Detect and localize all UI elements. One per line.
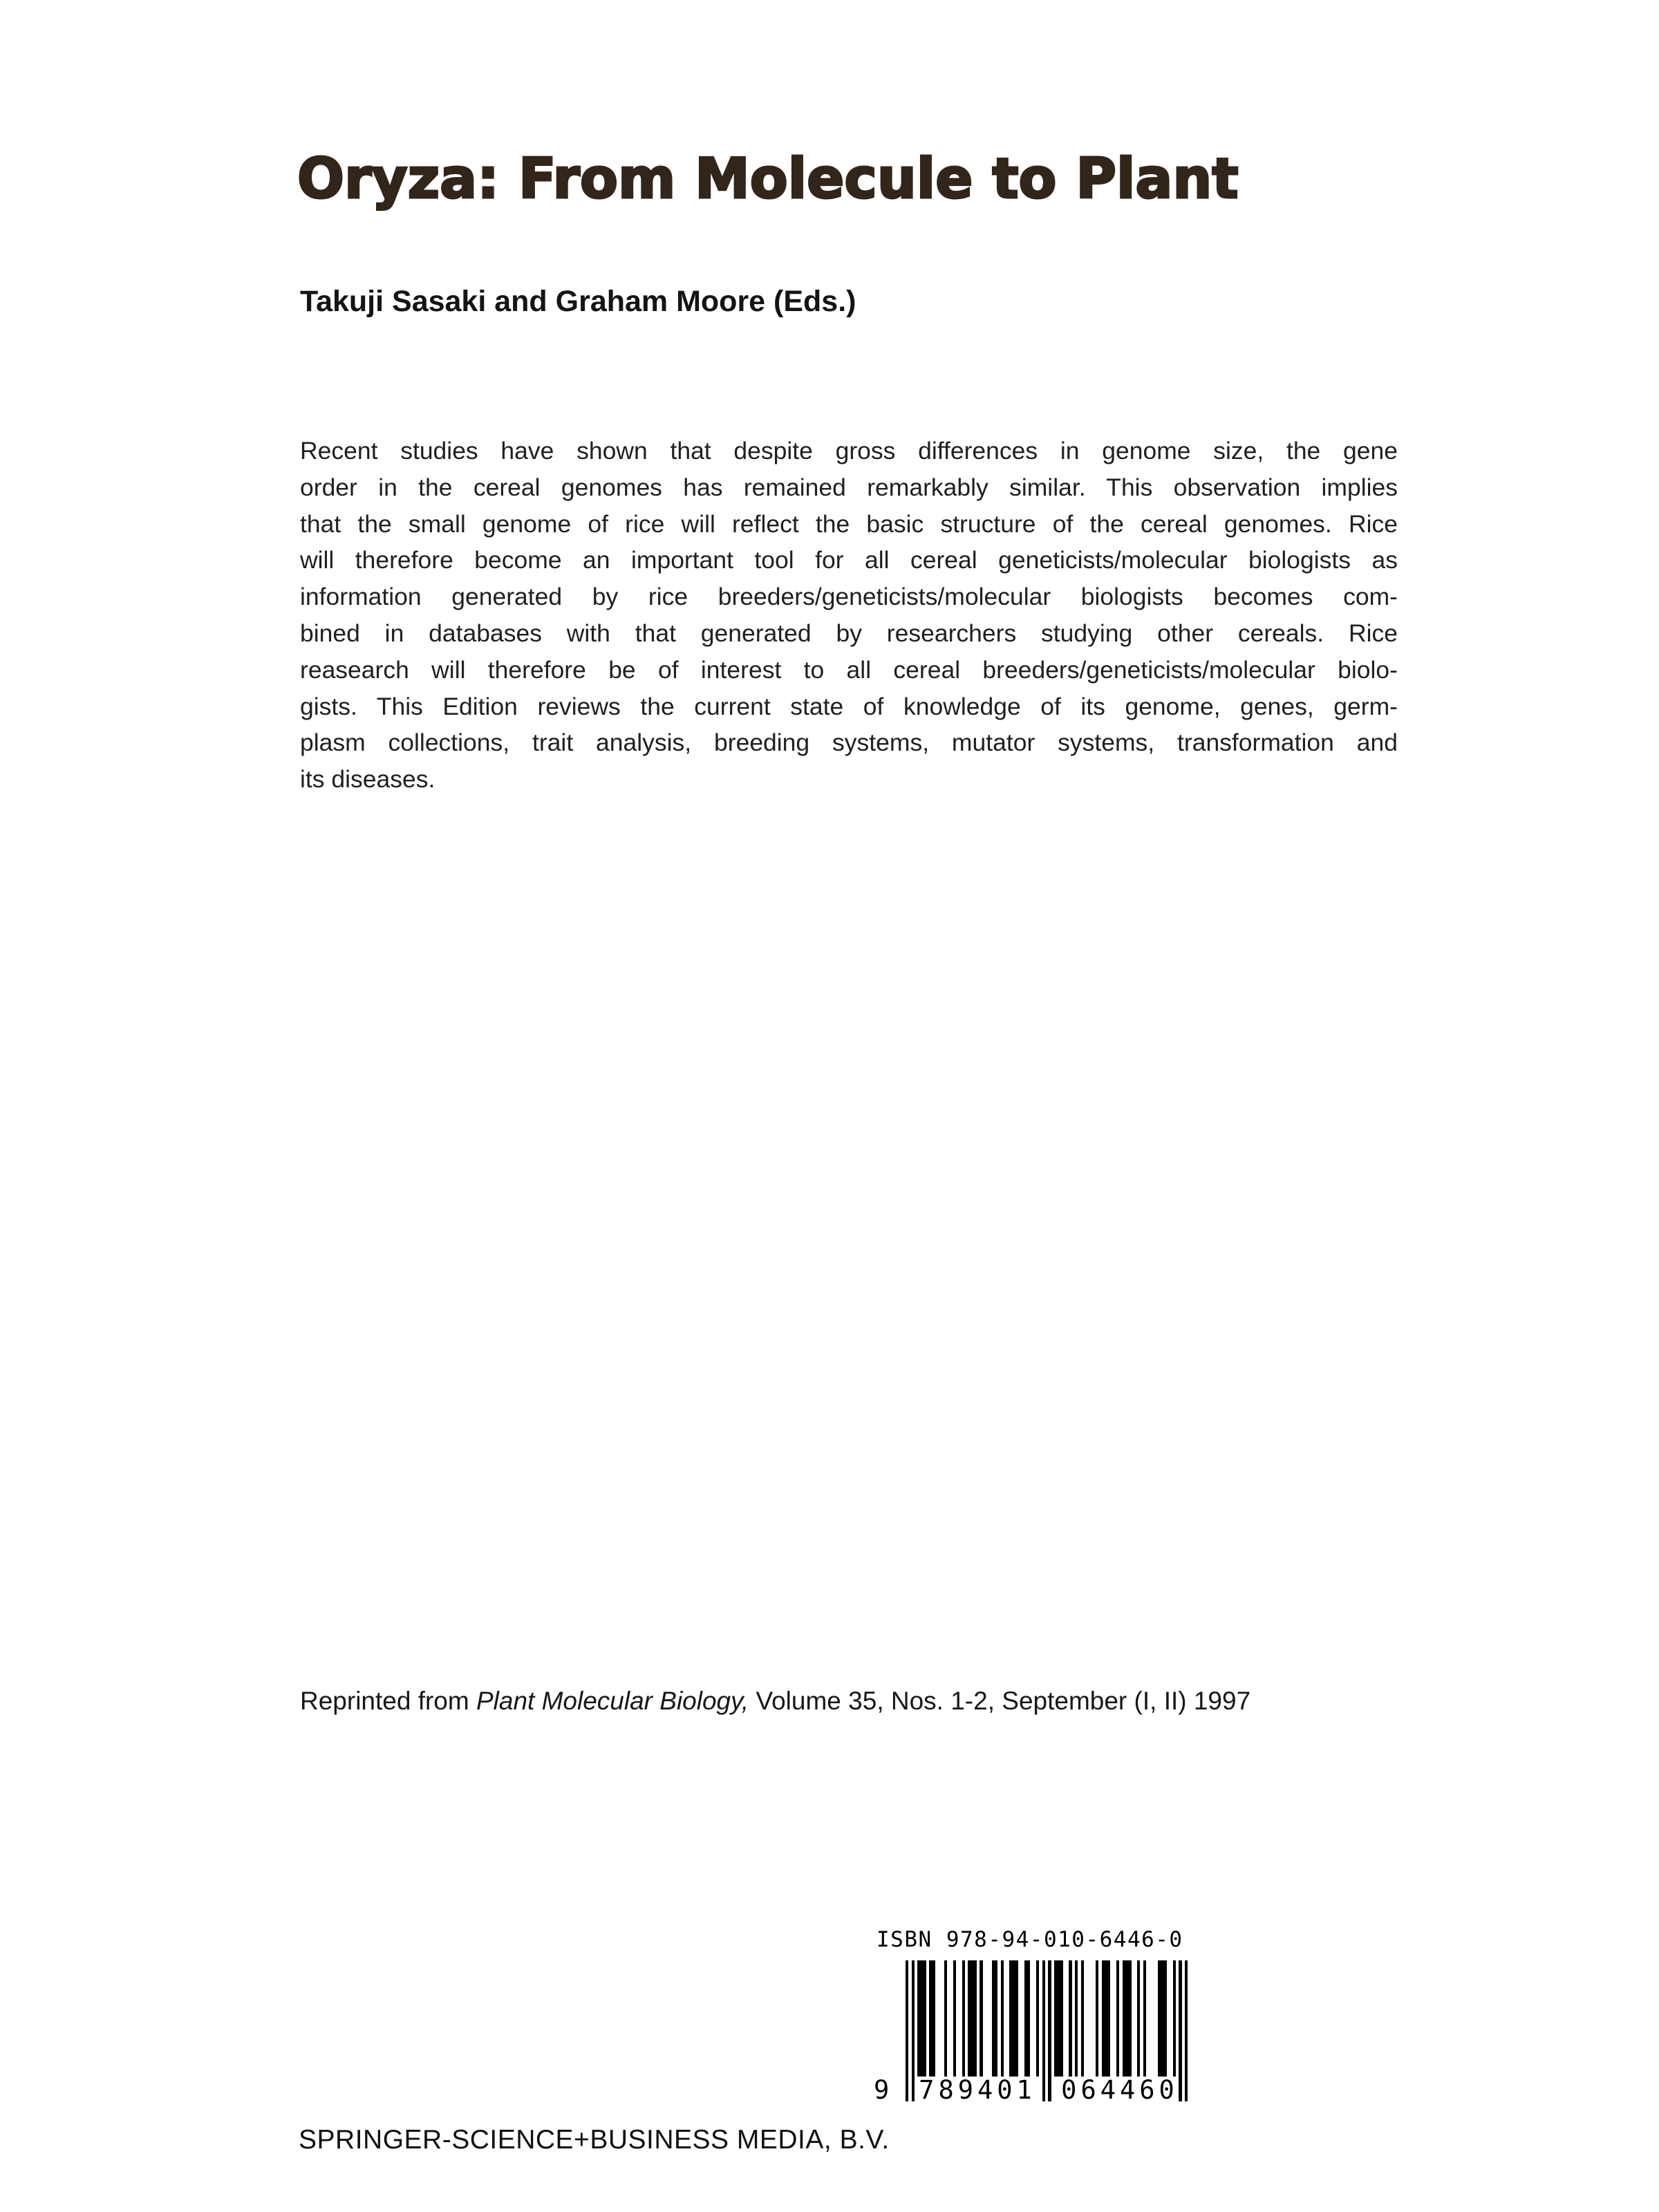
description-line: information generated by rice breeders/geneticists/molecular biologists becomes com- bbox=[300, 583, 1398, 611]
reprint-line bbox=[300, 1687, 1250, 1716]
description-line: bined in databases with that generated by researchers studying other cereals. Rice bbox=[300, 619, 1398, 647]
description-line: order in the cereal genomes has remained remarkably similar. This observation implies bbox=[300, 473, 1398, 501]
description-line: Recent studies have shown that despite gross differences in genome size, the gene bbox=[300, 437, 1398, 465]
description-line: will therefore become an important tool for all cereal geneticists/molecular biologists as bbox=[300, 546, 1398, 574]
barcode-bar bbox=[1185, 1960, 1188, 2101]
isbn-barcode bbox=[875, 1927, 1207, 2133]
description-line: that the small genome of rice will reflect the basic structure of the cereal genomes. Rice bbox=[300, 509, 1398, 538]
description-line: reasearch will therefore be of interest to all cereal breeders/geneticists/molecular biolo- bbox=[300, 655, 1398, 684]
barcode-digit-prefix: 9 bbox=[874, 2075, 890, 2105]
reprint-prefix: Reprinted from bbox=[300, 1687, 476, 1715]
page-title: Oryza: From Molecule to Plant bbox=[297, 147, 1239, 211]
reprint-suffix: Volume 35, Nos. 1-2, September (I, II) 1997 bbox=[749, 1687, 1251, 1715]
description-line: gists. This Edition reviews the current state of knowledge of its genome, genes, germ- bbox=[300, 692, 1398, 720]
publisher-name: SPRINGER-SCIENCE+BUSINESS MEDIA, B.V. bbox=[299, 2125, 890, 2155]
authors-line: Takuji Sasaki and Graham Moore (Eds.) bbox=[300, 285, 856, 318]
journal-name: Plant Molecular Biology, bbox=[476, 1687, 749, 1715]
barcode-digits-right: 064460 bbox=[1061, 2075, 1179, 2105]
description-line: its diseases. bbox=[300, 765, 435, 794]
barcode-bars-area bbox=[874, 1960, 1207, 2133]
barcode-digits-left: 789401 bbox=[919, 2075, 1036, 2105]
isbn-label: ISBN 978-94-010-6446-0 bbox=[877, 1927, 1183, 1952]
description-line: plasm collections, trait analysis, breeding systems, mutator systems, transformation and bbox=[300, 729, 1398, 757]
book-description bbox=[300, 433, 1398, 798]
